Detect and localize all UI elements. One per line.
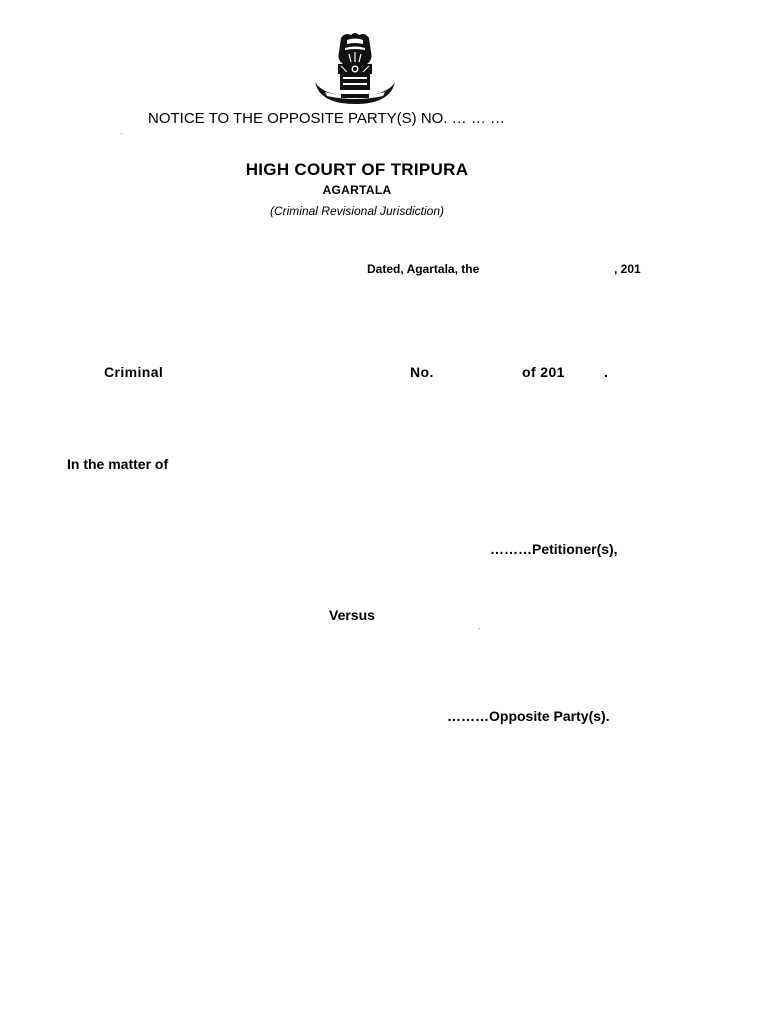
case-end-dot: . [604, 364, 609, 380]
versus-label: Versus [329, 607, 375, 623]
petitioner-label: ………Petitioner(s), [490, 541, 618, 557]
case-of-label: of 201 [522, 364, 565, 380]
dated-year: , 201 [614, 262, 641, 276]
speck [121, 133, 122, 134]
case-no-label: No. [410, 364, 434, 380]
national-emblem-icon [311, 30, 399, 106]
court-city: AGARTALA [322, 183, 392, 197]
speck [479, 628, 480, 629]
notice-title: NOTICE TO THE OPPOSITE PARTY(S) NO. … … … [148, 110, 505, 127]
jurisdiction-label: (Criminal Revisional Jurisdiction) [269, 204, 445, 218]
dated-label: Dated, Agartala, the [367, 262, 480, 276]
opposite-party-label: ………Opposite Party(s). [447, 708, 610, 724]
matter-label: In the matter of [67, 456, 169, 472]
case-type: Criminal [104, 364, 164, 380]
court-name: HIGH COURT OF TRIPURA [245, 160, 469, 179]
